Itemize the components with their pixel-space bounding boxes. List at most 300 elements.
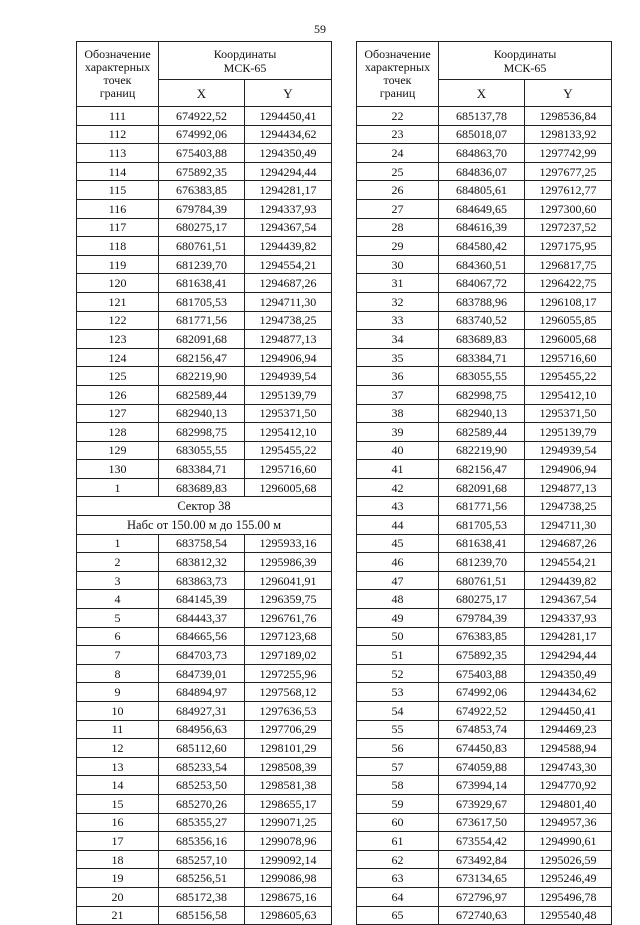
table-row (357, 869, 612, 888)
table-row (77, 702, 332, 721)
point-number-cell: 56 (357, 739, 439, 758)
point-number-cell: 46 (357, 553, 439, 572)
y-coordinate-cell: 1294294,44 (525, 646, 612, 665)
point-number-cell: 54 (357, 702, 439, 721)
table-row (77, 162, 332, 181)
point-number-cell: 43 (357, 497, 439, 516)
y-coordinate-cell: 1294801,40 (525, 794, 612, 813)
table-row (357, 590, 612, 609)
y-coordinate-cell: 1295412,10 (245, 423, 332, 442)
y-coordinate-cell: 1298133,92 (525, 125, 612, 144)
x-coordinate-cell: 680761,51 (159, 237, 245, 256)
y-coordinate-cell: 1294554,21 (525, 553, 612, 572)
point-label-header (357, 42, 439, 107)
page-number: 59 (314, 22, 326, 36)
point-number-cell: 15 (77, 794, 159, 813)
point-number-cell: 50 (357, 627, 439, 646)
point-number-cell: 121 (77, 292, 159, 311)
table-row (77, 348, 332, 367)
point-number-cell: 30 (357, 255, 439, 274)
x-coordinate-cell: 683689,83 (439, 330, 525, 349)
point-number-cell: 122 (77, 311, 159, 330)
table-row (357, 478, 612, 497)
x-coordinate-cell: 684360,51 (439, 255, 525, 274)
y-coordinate-cell: 1297300,60 (525, 199, 612, 218)
x-coordinate-cell: 682589,44 (439, 423, 525, 442)
y-coordinate-cell: 1296422,75 (525, 274, 612, 293)
point-number-cell: 16 (77, 813, 159, 832)
y-coordinate-cell: 1297123,68 (245, 627, 332, 646)
table-row (357, 292, 612, 311)
x-coordinate-cell: 674992,06 (159, 125, 245, 144)
table-row (77, 609, 332, 628)
table-row (357, 906, 612, 925)
point-number-cell: 117 (77, 218, 159, 237)
y-coordinate-cell: 1295139,79 (245, 385, 332, 404)
x-coordinate-cell: 676383,85 (439, 627, 525, 646)
header-label-line: точек (383, 73, 412, 87)
header-label-line: Обозначение (84, 47, 151, 61)
table-row (77, 107, 332, 126)
x-coordinate-cell: 684665,56 (159, 627, 245, 646)
x-coordinate-cell: 674450,83 (439, 739, 525, 758)
point-number-cell: 36 (357, 367, 439, 386)
table-row (357, 516, 612, 535)
x-coordinate-cell: 684894,97 (159, 683, 245, 702)
point-number-cell: 44 (357, 516, 439, 535)
point-number-cell: 59 (357, 794, 439, 813)
table-row (357, 850, 612, 869)
y-coordinate-cell: 1294738,25 (525, 497, 612, 516)
table-row (357, 330, 612, 349)
point-number-cell: 14 (77, 776, 159, 795)
y-coordinate-cell: 1295139,79 (525, 423, 612, 442)
point-number-cell: 118 (77, 237, 159, 256)
y-coordinate-cell: 1298605,63 (245, 906, 332, 925)
table-row (357, 404, 612, 423)
x-coordinate-cell: 684927,31 (159, 702, 245, 721)
x-coordinate-cell: 681239,70 (159, 255, 245, 274)
table-row (77, 571, 332, 590)
y-coordinate-cell: 1295716,60 (525, 348, 612, 367)
x-coordinate-cell: 673994,14 (439, 776, 525, 795)
point-number-cell: 1 (77, 534, 159, 553)
table-row (357, 218, 612, 237)
y-coordinate-cell: 1294367,54 (245, 218, 332, 237)
point-number-cell: 4 (77, 590, 159, 609)
x-coordinate-cell: 673134,65 (439, 869, 525, 888)
y-coordinate-cell: 1294350,49 (525, 664, 612, 683)
table-row (77, 906, 332, 925)
x-coordinate-cell: 683788,96 (439, 292, 525, 311)
y-coordinate-cell: 1294711,30 (245, 292, 332, 311)
y-coordinate-cell: 1296761,76 (245, 609, 332, 628)
point-number-cell: 62 (357, 850, 439, 869)
header-label-line: характерных (364, 60, 431, 74)
y-coordinate-cell: 1294281,17 (245, 181, 332, 200)
x-coordinate-cell: 684805,61 (439, 181, 525, 200)
table-row (357, 757, 612, 776)
point-number-cell: 127 (77, 404, 159, 423)
table-row (77, 887, 332, 906)
table-row (357, 609, 612, 628)
point-number-cell: 21 (77, 906, 159, 925)
x-coordinate-cell: 683740,52 (439, 311, 525, 330)
table-row (357, 181, 612, 200)
y-coordinate-cell: 1295455,22 (525, 367, 612, 386)
x-coordinate-cell: 682091,68 (439, 478, 525, 497)
table-row (357, 813, 612, 832)
table-row (77, 144, 332, 163)
x-coordinate-cell: 682940,13 (439, 404, 525, 423)
table-row (77, 757, 332, 776)
y-column-header: Y (525, 80, 612, 107)
y-coordinate-cell: 1295026,59 (525, 850, 612, 869)
table-row (77, 590, 332, 609)
y-coordinate-cell: 1297677,25 (525, 162, 612, 181)
y-coordinate-cell: 1295496,78 (525, 887, 612, 906)
point-number-cell: 63 (357, 869, 439, 888)
x-coordinate-cell: 684649,65 (439, 199, 525, 218)
point-number-cell: 26 (357, 181, 439, 200)
point-number-cell: 1 (77, 478, 159, 497)
table-row (77, 776, 332, 795)
table-row (357, 794, 612, 813)
y-coordinate-cell: 1298101,29 (245, 739, 332, 758)
x-coordinate-cell: 683689,83 (159, 478, 245, 497)
table-row (77, 423, 332, 442)
point-number-cell: 25 (357, 162, 439, 181)
point-number-cell: 126 (77, 385, 159, 404)
x-coordinate-cell: 682156,47 (439, 460, 525, 479)
coordinate-system: МСК-65 (503, 60, 547, 75)
table-row (357, 702, 612, 721)
x-coordinate-cell: 673929,67 (439, 794, 525, 813)
x-coordinate-cell: 682219,90 (439, 441, 525, 460)
table-row (77, 125, 332, 144)
point-number-cell: 19 (77, 869, 159, 888)
y-coordinate-cell: 1297175,95 (525, 237, 612, 256)
coordinates-title: Координаты (213, 46, 277, 61)
table-row (77, 646, 332, 665)
x-coordinate-cell: 681705,53 (159, 292, 245, 311)
y-coordinate-cell: 1294337,93 (525, 609, 612, 628)
point-number-cell: 12 (77, 739, 159, 758)
point-number-cell: 120 (77, 274, 159, 293)
x-coordinate-cell: 681705,53 (439, 516, 525, 535)
table-row (357, 367, 612, 386)
x-coordinate-cell: 681771,56 (159, 311, 245, 330)
y-coordinate-cell: 1297255,96 (245, 664, 332, 683)
table-row (77, 181, 332, 200)
point-number-cell: 3 (77, 571, 159, 590)
x-coordinate-cell: 681638,41 (159, 274, 245, 293)
table-row (357, 664, 612, 683)
table-row (77, 794, 332, 813)
point-number-cell: 53 (357, 683, 439, 702)
x-coordinate-cell: 684580,42 (439, 237, 525, 256)
table-row (77, 534, 332, 553)
y-coordinate-cell: 1295455,22 (245, 441, 332, 460)
y-coordinate-cell: 1296041,91 (245, 571, 332, 590)
coordinate-system: МСК-65 (223, 60, 267, 75)
y-coordinate-cell: 1294906,94 (245, 348, 332, 367)
x-coordinate-cell: 682998,75 (159, 423, 245, 442)
point-number-cell: 8 (77, 664, 159, 683)
table-row (77, 739, 332, 758)
y-coordinate-cell: 1297742,99 (525, 144, 612, 163)
x-coordinate-cell: 683812,32 (159, 553, 245, 572)
x-coordinate-cell: 676383,85 (159, 181, 245, 200)
y-coordinate-cell: 1294588,94 (525, 739, 612, 758)
table-row (77, 553, 332, 572)
table-row (357, 255, 612, 274)
y-coordinate-cell: 1296055,85 (525, 311, 612, 330)
point-number-cell: 20 (77, 887, 159, 906)
table-row (77, 813, 332, 832)
point-number-cell: 42 (357, 478, 439, 497)
x-coordinate-cell: 685156,58 (159, 906, 245, 925)
y-coordinate-cell: 1295986,39 (245, 553, 332, 572)
y-coordinate-cell: 1294450,41 (245, 107, 332, 126)
y-coordinate-cell: 1297568,12 (245, 683, 332, 702)
x-coordinate-cell: 674059,88 (439, 757, 525, 776)
point-number-cell: 32 (357, 292, 439, 311)
table-row (357, 199, 612, 218)
y-coordinate-cell: 1298581,38 (245, 776, 332, 795)
x-coordinate-cell: 673492,84 (439, 850, 525, 869)
y-coordinate-cell: 1294439,82 (525, 571, 612, 590)
x-coordinate-cell: 681239,70 (439, 553, 525, 572)
table-row (357, 460, 612, 479)
coordinates-table-left (76, 41, 332, 925)
y-coordinate-cell: 1297189,02 (245, 646, 332, 665)
point-number-cell: 124 (77, 348, 159, 367)
table-row (77, 460, 332, 479)
y-coordinate-cell: 1294434,62 (525, 683, 612, 702)
point-number-cell: 35 (357, 348, 439, 367)
table-row (357, 720, 612, 739)
table-row (77, 404, 332, 423)
table-row (77, 627, 332, 646)
y-coordinate-cell: 1295371,50 (245, 404, 332, 423)
y-coordinate-cell: 1299086,98 (245, 869, 332, 888)
y-coordinate-cell: 1294554,21 (245, 255, 332, 274)
y-coordinate-cell: 1294939,54 (245, 367, 332, 386)
table-row (357, 274, 612, 293)
point-number-cell: 9 (77, 683, 159, 702)
x-coordinate-cell: 684863,70 (439, 144, 525, 163)
y-coordinate-cell: 1297636,53 (245, 702, 332, 721)
x-coordinate-cell: 685356,16 (159, 832, 245, 851)
y-coordinate-cell: 1294957,36 (525, 813, 612, 832)
y-coordinate-cell: 1295540,48 (525, 906, 612, 925)
coordinates-header (439, 42, 612, 80)
x-coordinate-cell: 684836,07 (439, 162, 525, 181)
point-number-cell: 45 (357, 534, 439, 553)
point-number-cell: 123 (77, 330, 159, 349)
y-coordinate-cell: 1296108,17 (525, 292, 612, 311)
table-row (357, 423, 612, 442)
point-number-cell: 31 (357, 274, 439, 293)
y-coordinate-cell: 1294738,25 (245, 311, 332, 330)
y-coordinate-cell: 1297237,52 (525, 218, 612, 237)
point-number-cell: 57 (357, 757, 439, 776)
table-row (357, 646, 612, 665)
y-coordinate-cell: 1298508,39 (245, 757, 332, 776)
x-coordinate-cell: 682091,68 (159, 330, 245, 349)
y-coordinate-cell: 1294434,62 (245, 125, 332, 144)
y-coordinate-cell: 1297612,77 (525, 181, 612, 200)
y-coordinate-cell: 1298675,16 (245, 887, 332, 906)
x-coordinate-cell: 680275,17 (159, 218, 245, 237)
table-row (77, 720, 332, 739)
header-label-line: характерных (84, 60, 151, 74)
table-row (77, 664, 332, 683)
table-row (357, 832, 612, 851)
x-coordinate-cell: 683863,73 (159, 571, 245, 590)
table-row (77, 367, 332, 386)
table-row (77, 237, 332, 256)
point-number-cell: 51 (357, 646, 439, 665)
section-heading-cell: Сектор 38 (77, 497, 332, 516)
y-coordinate-cell: 1294711,30 (525, 516, 612, 535)
y-coordinate-cell: 1299071,25 (245, 813, 332, 832)
y-coordinate-cell: 1294877,13 (525, 478, 612, 497)
y-coordinate-cell: 1294990,61 (525, 832, 612, 851)
table-row (77, 218, 332, 237)
table-row (77, 441, 332, 460)
table-row (357, 144, 612, 163)
point-number-cell: 47 (357, 571, 439, 590)
x-coordinate-cell: 675892,35 (439, 646, 525, 665)
x-column-header: X (439, 80, 525, 107)
x-coordinate-cell: 674853,74 (439, 720, 525, 739)
point-number-cell: 11 (77, 720, 159, 739)
point-number-cell: 48 (357, 590, 439, 609)
x-coordinate-cell: 681638,41 (439, 534, 525, 553)
x-coordinate-cell: 684956,63 (159, 720, 245, 739)
point-number-cell: 37 (357, 385, 439, 404)
x-coordinate-cell: 683055,55 (159, 441, 245, 460)
point-number-cell: 13 (77, 757, 159, 776)
x-coordinate-cell: 685256,51 (159, 869, 245, 888)
y-coordinate-cell: 1294877,13 (245, 330, 332, 349)
x-coordinate-cell: 685112,60 (159, 739, 245, 758)
point-number-cell: 7 (77, 646, 159, 665)
point-number-cell: 39 (357, 423, 439, 442)
x-coordinate-cell: 683384,71 (439, 348, 525, 367)
coordinates-header (159, 42, 332, 80)
table-row (77, 832, 332, 851)
point-number-cell: 5 (77, 609, 159, 628)
x-coordinate-cell: 679784,39 (439, 609, 525, 628)
table-row (77, 850, 332, 869)
y-coordinate-cell: 1294770,92 (525, 776, 612, 795)
point-number-cell: 65 (357, 906, 439, 925)
point-number-cell: 6 (77, 627, 159, 646)
table-row (357, 441, 612, 460)
x-coordinate-cell: 682156,47 (159, 348, 245, 367)
x-coordinate-cell: 674922,52 (439, 702, 525, 721)
header-label-line: границ (99, 86, 136, 100)
point-number-cell: 113 (77, 144, 159, 163)
x-coordinate-cell: 685233,54 (159, 757, 245, 776)
x-coordinate-cell: 685172,38 (159, 887, 245, 906)
table-row (357, 107, 612, 126)
x-coordinate-cell: 684739,01 (159, 664, 245, 683)
point-number-cell: 49 (357, 609, 439, 628)
table-row (357, 571, 612, 590)
table-row (77, 497, 332, 516)
y-coordinate-cell: 1294294,44 (245, 162, 332, 181)
y-column-header: Y (245, 80, 332, 107)
table-row (77, 330, 332, 349)
table-row (77, 683, 332, 702)
coordinates-title: Координаты (493, 46, 557, 61)
point-number-cell: 125 (77, 367, 159, 386)
point-number-cell: 40 (357, 441, 439, 460)
table-row (357, 776, 612, 795)
y-coordinate-cell: 1294469,23 (525, 720, 612, 739)
x-column-header: X (159, 80, 245, 107)
y-coordinate-cell: 1298536,84 (525, 107, 612, 126)
point-number-cell: 27 (357, 199, 439, 218)
point-number-cell: 10 (77, 702, 159, 721)
table-row (357, 534, 612, 553)
point-number-cell: 111 (77, 107, 159, 126)
x-coordinate-cell: 684067,72 (439, 274, 525, 293)
point-number-cell: 23 (357, 125, 439, 144)
header-label-line: Обозначение (364, 47, 431, 61)
y-coordinate-cell: 1298655,17 (245, 794, 332, 813)
x-coordinate-cell: 680761,51 (439, 571, 525, 590)
point-number-cell: 41 (357, 460, 439, 479)
y-coordinate-cell: 1299092,14 (245, 850, 332, 869)
x-coordinate-cell: 683758,54 (159, 534, 245, 553)
table-row (77, 274, 332, 293)
coordinates-table-right (356, 41, 612, 925)
point-number-cell: 29 (357, 237, 439, 256)
table-row (357, 497, 612, 516)
table-row (357, 683, 612, 702)
point-number-cell: 28 (357, 218, 439, 237)
y-coordinate-cell: 1294367,54 (525, 590, 612, 609)
table-row (77, 292, 332, 311)
y-coordinate-cell: 1294906,94 (525, 460, 612, 479)
x-coordinate-cell: 685018,07 (439, 125, 525, 144)
x-coordinate-cell: 680275,17 (439, 590, 525, 609)
header-label-line: границ (379, 86, 416, 100)
x-coordinate-cell: 684703,73 (159, 646, 245, 665)
y-coordinate-cell: 1294687,26 (525, 534, 612, 553)
table-row (77, 199, 332, 218)
x-coordinate-cell: 685137,78 (439, 107, 525, 126)
x-coordinate-cell: 674992,06 (439, 683, 525, 702)
table-row (357, 739, 612, 758)
table-row (357, 311, 612, 330)
x-coordinate-cell: 672796,97 (439, 887, 525, 906)
y-coordinate-cell: 1295412,10 (525, 385, 612, 404)
y-coordinate-cell: 1296005,68 (245, 478, 332, 497)
point-number-cell: 17 (77, 832, 159, 851)
point-number-cell: 114 (77, 162, 159, 181)
point-label-header (77, 42, 159, 107)
y-coordinate-cell: 1294939,54 (525, 441, 612, 460)
y-coordinate-cell: 1294687,26 (245, 274, 332, 293)
point-number-cell: 38 (357, 404, 439, 423)
x-coordinate-cell: 683384,71 (159, 460, 245, 479)
